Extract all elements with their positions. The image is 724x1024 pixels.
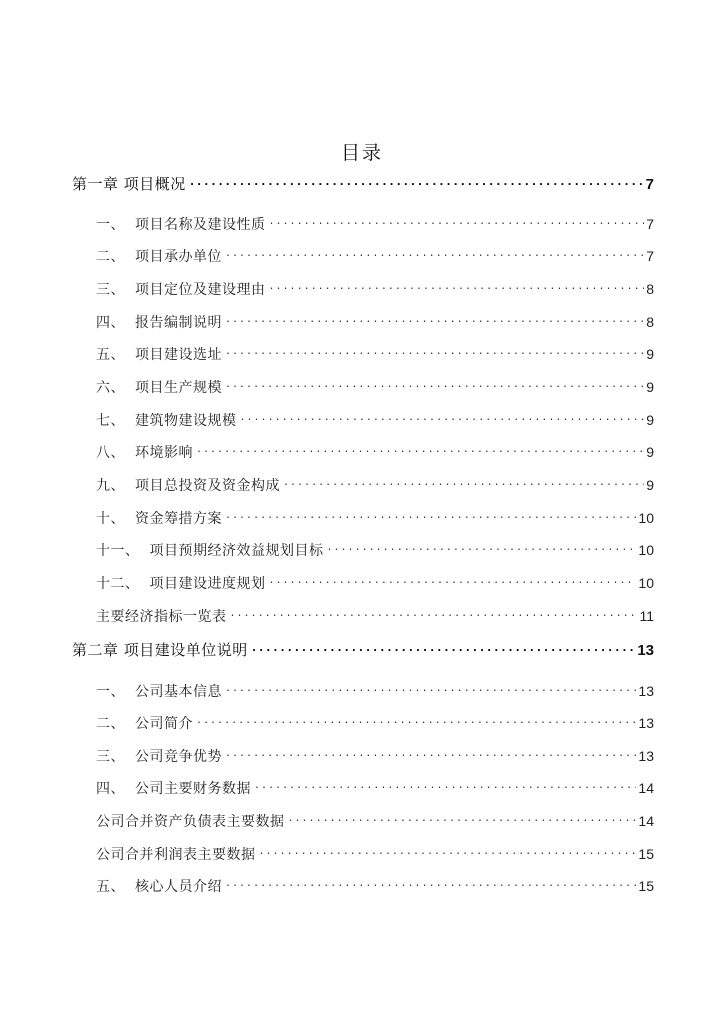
toc-page-number: 14 (638, 780, 654, 796)
toc-page-number: 8 (646, 281, 654, 297)
toc-leader (225, 682, 636, 696)
toc-entry-label: 十二、 项目建设进度规划 (96, 576, 266, 592)
toc-page-number: 13 (638, 715, 654, 731)
toc-leader (327, 541, 637, 555)
toc-leader (225, 509, 636, 523)
toc-entry-number: 一、 (96, 217, 125, 233)
toc-entry-label: 公司合并利润表主要数据 (96, 847, 256, 863)
toc-entry-label: 十、 资金筹措方案 (96, 511, 222, 527)
toc-leader (259, 845, 637, 859)
toc-leader (269, 280, 645, 294)
toc-entry[interactable] (96, 279, 654, 300)
toc-leader (196, 714, 636, 728)
toc-entry-number: 十、 (96, 511, 125, 527)
toc-page-number: 11 (639, 608, 654, 624)
toc-page-number: 9 (646, 379, 654, 395)
toc-entry-label: 三、 项目定位及建设理由 (96, 282, 266, 298)
toc-entry-number: 二、 (96, 249, 125, 265)
toc-entry-label: 第一章 项目概况 (72, 175, 186, 193)
toc-page-number: 9 (646, 346, 654, 362)
toc-entry[interactable] (96, 876, 654, 897)
toc-entry-label: 六、 项目生产规模 (96, 380, 222, 396)
toc-title: 目录 (340, 142, 383, 164)
toc-entry[interactable] (96, 746, 654, 767)
toc-leader (230, 607, 638, 621)
toc-entry-label: 九、 项目总投资及资金构成 (96, 478, 280, 494)
toc-entry[interactable] (96, 442, 654, 463)
toc-entry-label: 十一、 项目预期经济效益规划目标 (96, 543, 324, 559)
toc-entry-number: 十一、 (96, 543, 140, 559)
toc-entry-number: 九、 (96, 478, 125, 494)
toc-page-number: 9 (646, 477, 654, 493)
toc-entry-label: 二、 项目承办单位 (96, 249, 222, 265)
toc-page-number: 10 (638, 575, 654, 591)
toc-entry[interactable] (96, 410, 654, 431)
toc-leader (189, 174, 644, 189)
toc-entry-label: 五、 项目建设选址 (96, 347, 222, 363)
toc-entry-number: 五、 (96, 347, 125, 363)
toc-entry-number: 一、 (96, 684, 125, 700)
toc-page-number: 7 (645, 176, 654, 193)
toc-entry[interactable] (96, 606, 654, 627)
toc-page-number: 13 (637, 642, 654, 659)
toc-entry-number: 二、 (96, 716, 125, 732)
toc-leader (288, 812, 637, 826)
toc-page-number: 9 (646, 444, 654, 460)
toc-page-number: 9 (646, 412, 654, 428)
toc-entry-label: 四、 公司主要财务数据 (96, 781, 251, 797)
toc-entry-number: 三、 (96, 749, 125, 765)
toc-entry[interactable] (72, 174, 654, 195)
toc-entry[interactable] (96, 811, 654, 832)
toc-leader (240, 411, 645, 425)
toc-page-number: 15 (638, 878, 654, 894)
toc-entry[interactable] (96, 540, 654, 561)
toc-entry-label: 四、 报告编制说明 (96, 315, 222, 331)
toc-entry-number: 五、 (96, 879, 125, 895)
toc-entry-number: 六、 (96, 380, 125, 396)
toc-entry[interactable] (96, 681, 654, 702)
toc-entry[interactable] (72, 640, 654, 661)
toc-entry-label: 公司合并资产负债表主要数据 (96, 814, 285, 830)
toc-entry-number: 十二、 (96, 576, 140, 592)
toc-leader (269, 574, 637, 588)
toc-page-number: 14 (638, 813, 654, 829)
toc-page-number: 10 (638, 542, 654, 558)
toc-leader (225, 747, 636, 761)
toc-entry[interactable] (96, 573, 654, 594)
toc-entry-label: 一、 公司基本信息 (96, 684, 222, 700)
toc-leader (196, 443, 644, 457)
toc-entry[interactable] (96, 214, 654, 235)
toc-entry[interactable] (96, 475, 654, 496)
toc-entry[interactable] (96, 344, 654, 365)
toc-entry-number: 四、 (96, 315, 125, 331)
toc-entry-label: 五、 核心人员介绍 (96, 879, 222, 895)
toc-page-number: 8 (646, 314, 654, 330)
toc-leader (225, 877, 636, 891)
toc-entry-label: 三、 公司竞争优势 (96, 749, 222, 765)
toc-entry-number: 四、 (96, 781, 125, 797)
toc-entry-number: 三、 (96, 282, 125, 298)
toc-page-number: 13 (638, 683, 654, 699)
toc-page-number: 15 (638, 846, 654, 862)
toc-entry[interactable] (96, 312, 654, 333)
toc-page-number: 7 (646, 248, 654, 264)
toc-leader (251, 640, 636, 655)
toc-entry[interactable] (96, 778, 654, 799)
toc-entry[interactable] (96, 844, 654, 865)
toc-entry-label: 第二章 项目建设单位说明 (72, 641, 248, 659)
toc-leader (225, 247, 644, 261)
toc-entry-number: 七、 (96, 413, 125, 429)
toc-leader (225, 313, 644, 327)
toc-leader (225, 378, 644, 392)
toc-entry-label: 二、 公司简介 (96, 716, 193, 732)
toc-entry-label: 主要经济指标一览表 (96, 609, 227, 625)
toc-page-number: 13 (638, 748, 654, 764)
toc-leader (254, 779, 636, 793)
toc-leader (225, 345, 644, 359)
toc-entry[interactable] (96, 246, 654, 267)
toc-entry[interactable] (96, 377, 654, 398)
toc-entry-label: 八、 环境影响 (96, 445, 193, 461)
toc-entry[interactable] (96, 508, 654, 529)
toc-entry-label: 七、 建筑物建设规模 (96, 413, 237, 429)
toc-leader (269, 215, 645, 229)
toc-leader (283, 476, 644, 490)
toc-entry-number: 八、 (96, 445, 125, 461)
toc-page-number: 10 (638, 510, 654, 526)
toc-page-number: 7 (646, 216, 654, 232)
toc-entry-label: 一、 项目名称及建设性质 (96, 217, 266, 233)
toc-entry[interactable] (96, 713, 654, 734)
